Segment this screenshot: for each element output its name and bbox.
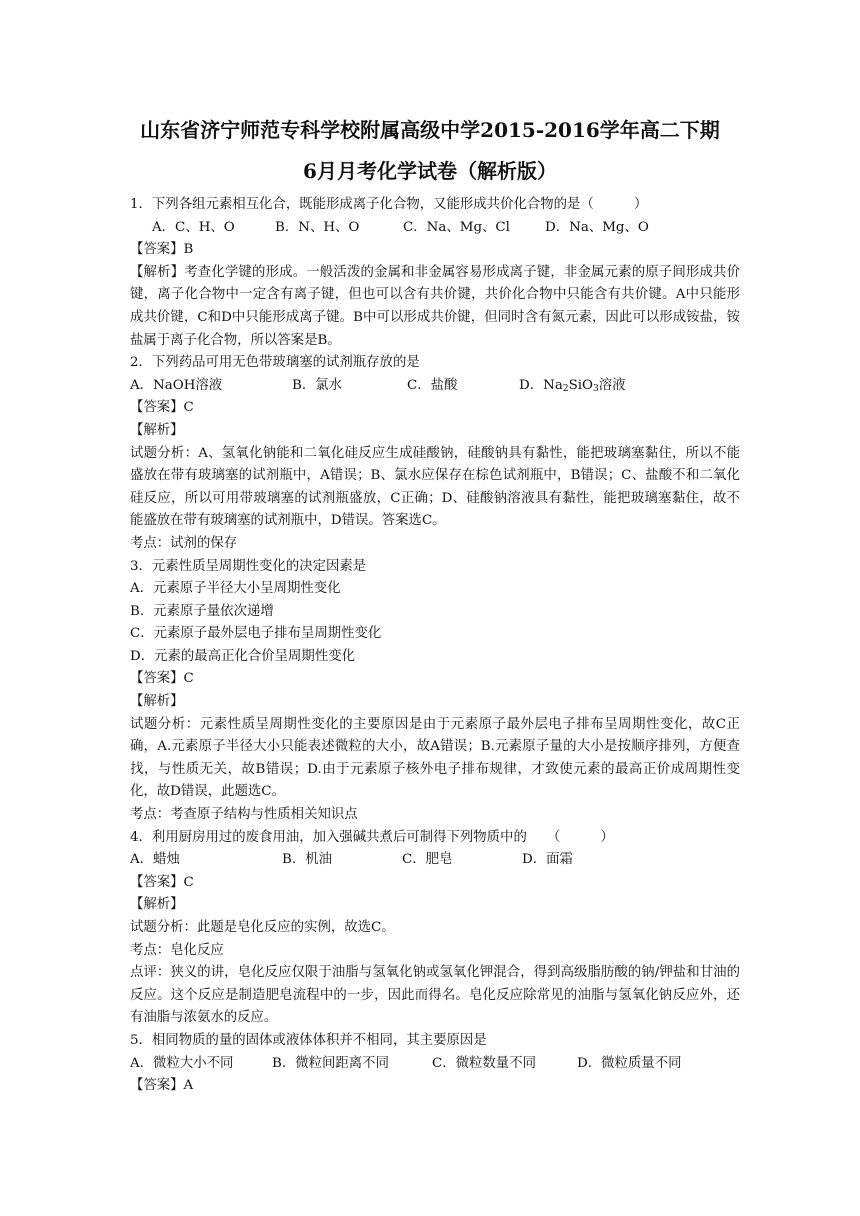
q3-answer: 【答案】C [130, 671, 194, 687]
q2-option-d-sub-2: 3 [593, 383, 599, 394]
q1-options [130, 217, 740, 240]
q3-stem: 3．元素性质呈周期性变化的决定因素是 [130, 558, 367, 574]
q2-option-d [519, 375, 626, 398]
q2-option-a: A．NaOH溶液 [130, 377, 223, 393]
q2-options [130, 375, 740, 398]
q3-analysis: 试题分析：元素性质呈周期性变化的主要原因是由于元素原子最外层电子排布呈周期性变化，故C正确，A.元素原子半径大小只能表述微粒的大小，故A错误；B.元素原子量的大小是按顺序排列，方便查找，与性质无关，故B错误；D.由于元素原子核外电子排布规律，才致使元素的最高正价成周期性变化，故D错误，此题选C。 [130, 716, 740, 800]
q5-options [130, 1053, 740, 1076]
q5-option-c: C．微粒数量不同 [432, 1055, 536, 1071]
q1-option-d: D．Na、Mg、O [545, 219, 649, 235]
q3-option-c: C．元素原子最外层电子排布呈周期性变化 [130, 626, 382, 642]
q4-analysis-label: 【解析】 [130, 897, 184, 913]
q2-analysis: 试题分析：A、氢氧化钠能和二氧化硅反应生成硅酸钠，硅酸钠具有黏性，能把玻璃塞黏住，所以不能盛放在带有玻璃塞的试剂瓶中，A错误；B、氯水应保存在棕色试剂瓶中，B错误；C、盐酸不和二氧化硅反应，所以可用带玻璃塞的试剂瓶盛放，C正确；D、硅酸钠溶液具有黏性，能把玻璃塞黏住，故不能盛放在带有玻璃塞的试剂瓶中，D错误。答案选C。 [130, 445, 740, 529]
q4-point: 考点：皂化反应 [130, 942, 224, 958]
q2-stem: 2．下列药品可用无色带玻璃塞的试剂瓶存放的是 [130, 355, 420, 371]
q2-analysis-label: 【解析】 [130, 422, 184, 438]
q5-answer: 【答案】A [130, 1078, 194, 1094]
q2-option-c: C．盐酸 [407, 377, 458, 393]
q2-option-d-mid: SiO [568, 377, 593, 393]
q3-option-b: B．元素原子量依次递增 [130, 603, 274, 619]
page-title-line-2: 6月月考化学试卷（解析版） [303, 159, 557, 183]
q2-answer: 【答案】C [130, 400, 194, 416]
q4-answer: 【答案】C [130, 874, 194, 890]
q5-option-a: A．微粒大小不同 [130, 1055, 234, 1071]
q1-answer: 【答案】B [130, 242, 194, 258]
q4-analysis: 试题分析：此题是皂化反应的实例，故选C。 [130, 920, 395, 935]
q4-option-a: A．蜡烛 [130, 852, 180, 868]
q3-option-d: D．元素的最高正化合价呈周期性变化 [130, 648, 355, 664]
q3-analysis-label: 【解析】 [130, 694, 184, 710]
q1-option-b: B．N、H、O [275, 219, 360, 235]
q1-option-c: C．Na、Mg、Cl [403, 219, 510, 235]
q2-option-d-prefix: D．Na [519, 377, 563, 393]
page-title-line-1: 山东省济宁师范专科学校附属高级中学2015-2016学年高二下期 [140, 118, 720, 142]
q4-stem: 4．利用厨房用过的废食用油，加入强碱共煮后可制得下列物质中的 （ ） [130, 829, 614, 845]
q4-option-b: B．机油 [282, 852, 333, 868]
q5-option-d: D．微粒质量不同 [577, 1055, 682, 1071]
q1-option-a: A．C、H、O [152, 219, 235, 235]
q3-point: 考点：考查原子结构与性质相关知识点 [130, 807, 358, 823]
q2-option-d-suffix: 溶液 [598, 377, 626, 393]
q1-stem: 1．下列各组元素相互化合，既能形成离子化合物，又能形成共价化合物的是（ ） [130, 197, 648, 212]
q4-option-c: C．肥皂 [402, 852, 453, 868]
q4-options [130, 849, 740, 872]
q5-option-b: B．微粒间距离不同 [272, 1055, 389, 1071]
q2-option-d-sub-1: 2 [562, 383, 569, 394]
q3-option-a: A．元素原子半径大小呈周期性变化 [130, 581, 341, 597]
q2-point: 考点：试剂的保存 [130, 535, 238, 551]
document-body [130, 194, 740, 1098]
q4-comment: 点评：狭义的讲，皂化反应仅限于油脂与氢氧化钠或氢氧化钾混合，得到高级脂肪酸的钠/钾盐和甘油的反应。这个反应是制造肥皂流程中的一步，因此而得名。皂化反应除常见的油脂与氢氧化钠反应外，还有油脂与浓氨水的反应。 [130, 965, 740, 1026]
q2-option-b: B．氯水 [292, 377, 343, 393]
q4-option-d: D．面霜 [522, 852, 573, 868]
q1-analysis: 【解析】考查化学键的形成。一般活泼的金属和非金属容易形成离子键，非金属元素的原子间形成共价键，离子化合物中一定含有离子键，但也可以含有共价键，共价化合物中只能含有共价键。A中只能形成共价键，C和D中只能形成离子键。B中可以形成共价键，但同时含有氮元素，因此可以形成铵盐，铵盐属于离子化合物，所以答案是B。 [130, 264, 740, 348]
q5-stem: 5．相同物质的量的固体或液体体积并不相同，其主要原因是 [130, 1032, 487, 1048]
